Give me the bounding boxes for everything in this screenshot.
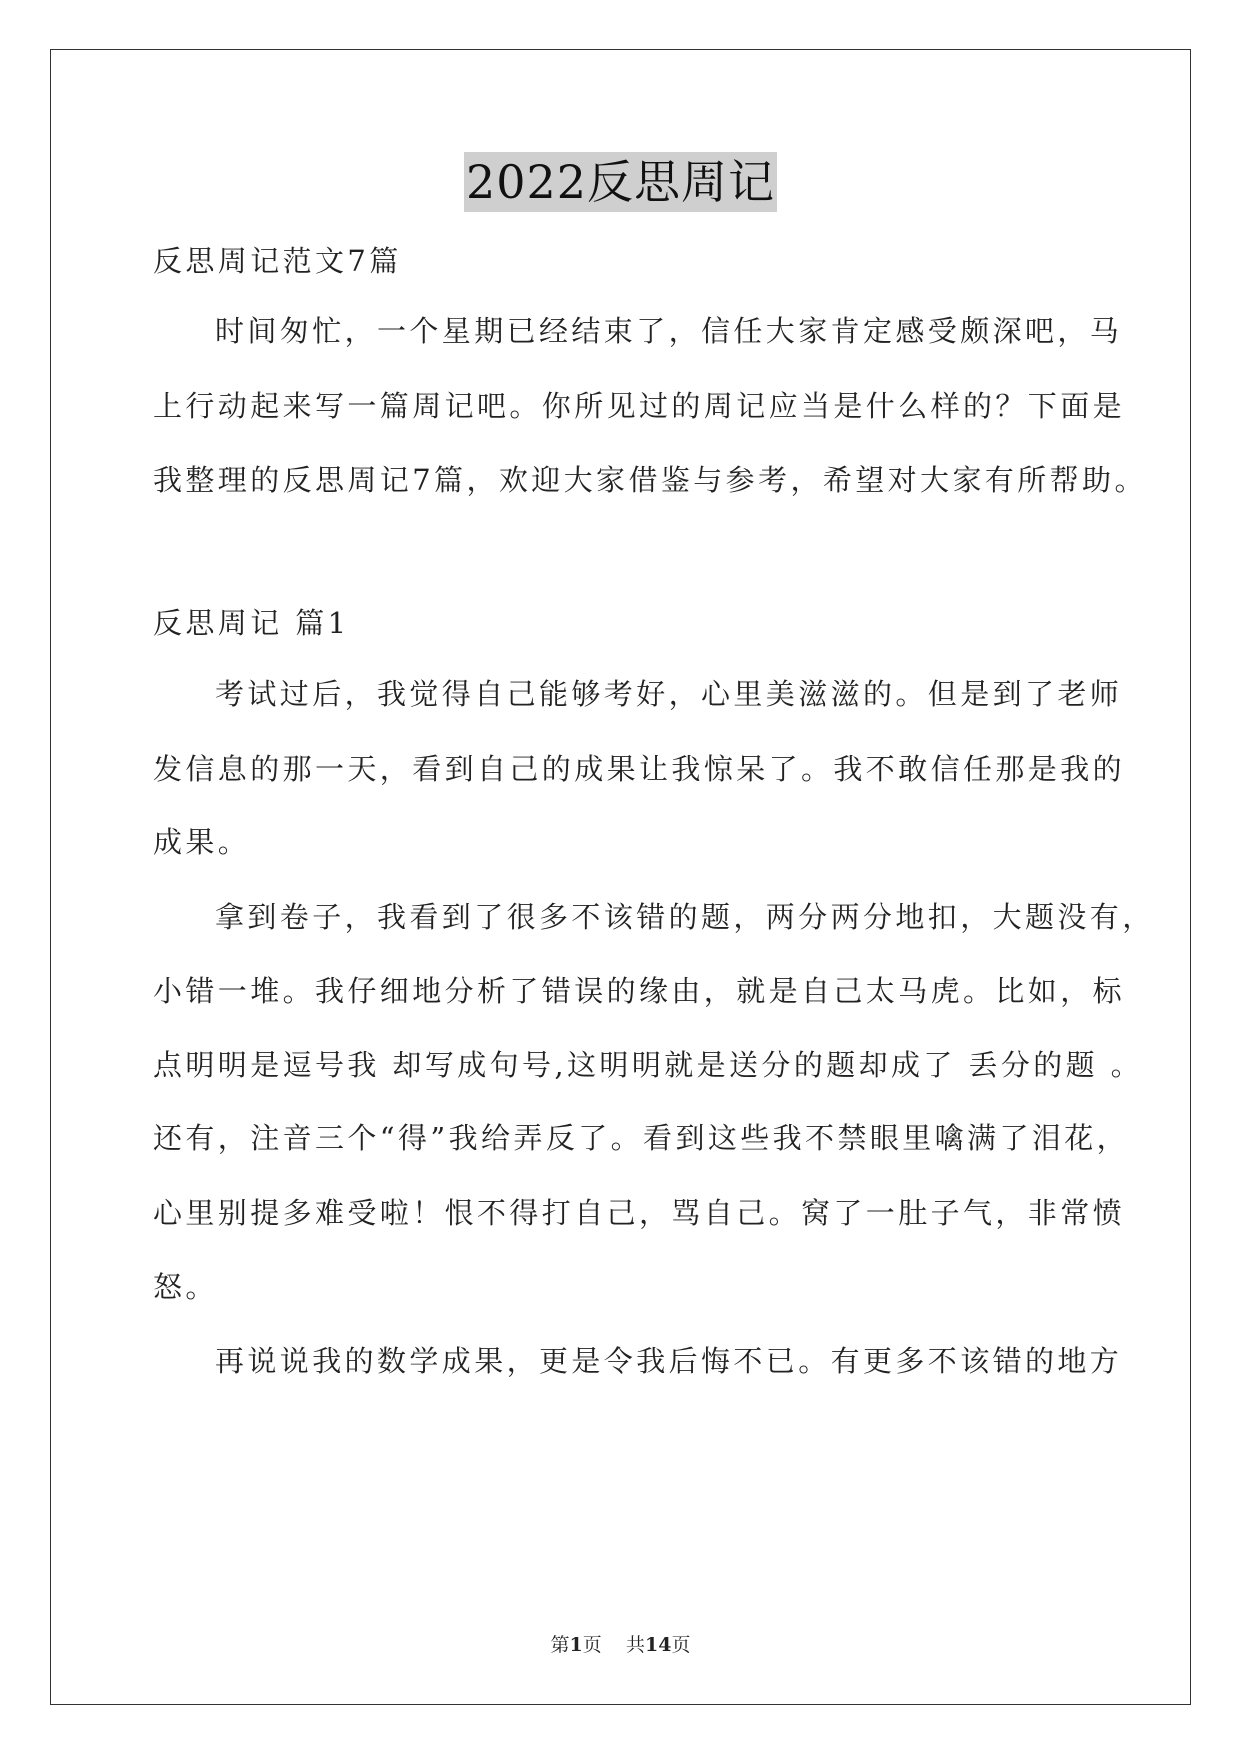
section-heading: 反思周记 篇1	[153, 606, 350, 640]
paragraph-line: 发信息的那一天，看到自己的成果让我惊呆了。我不敢信任那是我的	[153, 752, 1126, 786]
paragraph-line: 上行动起来写一篇周记吧。你所见过的周记应当是什么样的？下面是	[153, 389, 1126, 423]
total-page-count: 14	[644, 1634, 672, 1656]
footer-prefix: 第	[550, 1634, 570, 1656]
footer-total-prefix: 共	[625, 1634, 645, 1656]
page-footer	[0, 1632, 1241, 1658]
paragraph-line: 小错一堆。我仔细地分析了错误的缘由，就是自己太马虎。比如，标	[153, 974, 1126, 1008]
current-page-number: 1	[569, 1634, 583, 1656]
paragraph-line: 我整理的反思周记7篇，欢迎大家借鉴与参考，希望对大家有所帮助。	[153, 463, 1147, 497]
title-wrap	[0, 152, 1241, 212]
paragraph-line: 拿到卷子，我看到了很多不该错的题，两分两分地扣，大题没有，	[215, 900, 1155, 934]
paragraph-line: 点明明是逗号我 却写成句号,这明明就是送分的题却成了 丢分的题 。	[153, 1048, 1144, 1082]
paragraph-line: 考试过后，我觉得自己能够考好，心里美滋滋的。但是到了老师	[215, 677, 1123, 711]
paragraph-line: 还有，注音三个“得”我给弄反了。看到这些我不禁眼里噙满了泪花，	[153, 1121, 1130, 1155]
subtitle-line: 反思周记范文7篇	[153, 244, 402, 278]
paragraph-line: 成果。	[153, 825, 251, 859]
footer-page-suffix: 页	[582, 1634, 602, 1656]
paragraph-line: 怒。	[153, 1270, 218, 1304]
document-title: 2022反思周记	[464, 152, 777, 212]
paragraph-line: 再说说我的数学成果，更是令我后悔不已。有更多不该错的地方	[215, 1344, 1123, 1378]
paragraph-line: 心里别提多难受啦！恨不得打自己，骂自己。窝了一肚子气，非常愤	[153, 1196, 1126, 1230]
paragraph-line: 时间匆忙，一个星期已经结束了，信任大家肯定感受颇深吧，马	[215, 314, 1123, 348]
page-border	[50, 49, 1191, 1705]
footer-total-suffix: 页	[671, 1634, 691, 1656]
